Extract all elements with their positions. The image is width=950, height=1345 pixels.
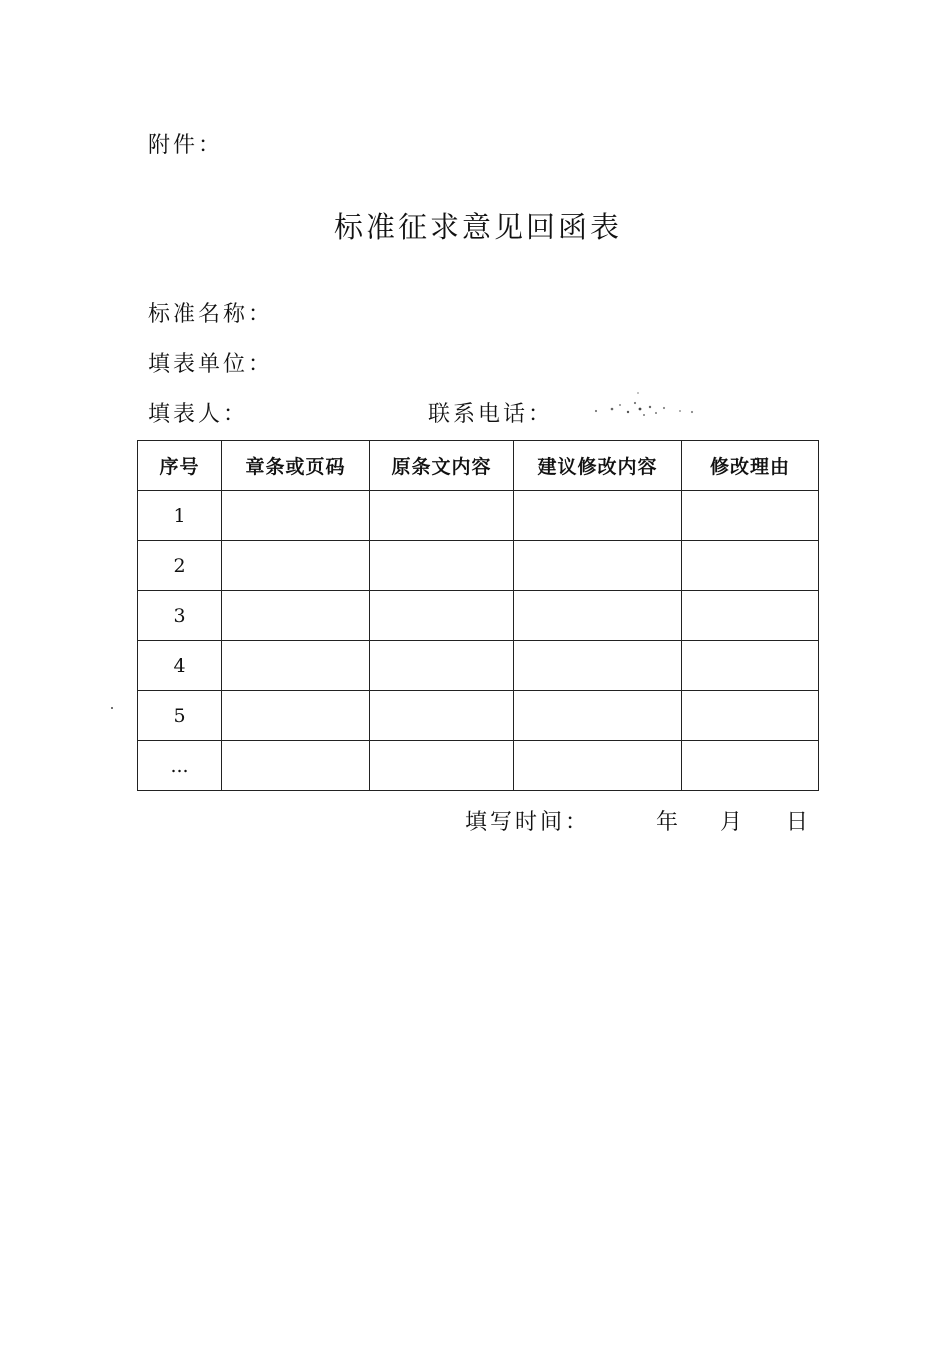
suggestion-cell[interactable]: [514, 691, 682, 741]
row-index: 4: [138, 641, 222, 691]
date-day-label: 日: [786, 810, 809, 835]
original-cell[interactable]: [370, 691, 514, 741]
suggestion-cell[interactable]: [514, 641, 682, 691]
header-clause-page: 章条或页码: [222, 441, 370, 491]
suggestion-cell[interactable]: [514, 591, 682, 641]
suggestion-cell[interactable]: [514, 741, 682, 791]
table-row: [138, 491, 819, 541]
date-month-label: 月: [720, 810, 743, 835]
suggestion-cell[interactable]: [514, 491, 682, 541]
table-row: [138, 691, 819, 741]
header-suggested-change: 建议修改内容: [514, 441, 682, 491]
reason-cell[interactable]: [682, 491, 819, 541]
standard-name-label: 标准名称：: [148, 302, 274, 327]
clause-cell[interactable]: [222, 641, 370, 691]
original-cell[interactable]: [370, 491, 514, 541]
scan-dot: [111, 707, 113, 709]
reason-cell[interactable]: [682, 691, 819, 741]
reason-cell[interactable]: [682, 541, 819, 591]
table-row: [138, 641, 819, 691]
suggestion-cell[interactable]: [514, 541, 682, 591]
row-index: 1: [138, 491, 222, 541]
table-row: [138, 541, 819, 591]
clause-cell[interactable]: [222, 541, 370, 591]
reason-cell[interactable]: [682, 641, 819, 691]
row-index: 2: [138, 541, 222, 591]
table-row: [138, 741, 819, 791]
header-reason: 修改理由: [682, 441, 819, 491]
row-index: 5: [138, 691, 222, 741]
date-year-label: 年: [656, 810, 679, 835]
filling-unit-label: 填表单位：: [148, 352, 274, 377]
filler-label: 填表人：: [148, 402, 249, 427]
original-cell[interactable]: [370, 541, 514, 591]
table-row: [138, 591, 819, 641]
reason-cell[interactable]: [682, 741, 819, 791]
original-cell[interactable]: [370, 741, 514, 791]
original-cell[interactable]: [370, 591, 514, 641]
table-header-row: [138, 441, 819, 491]
phone-label: 联系电话：: [428, 402, 554, 427]
clause-cell[interactable]: [222, 591, 370, 641]
clause-cell[interactable]: [222, 741, 370, 791]
row-index: ...: [138, 741, 222, 791]
header-original-text: 原条文内容: [370, 441, 514, 491]
page-title: 标准征求意见回函表: [333, 210, 622, 244]
opinion-table: [137, 440, 819, 791]
clause-cell[interactable]: [222, 491, 370, 541]
header-index: 序号: [138, 441, 222, 491]
fill-time-label: 填写时间：: [465, 810, 591, 835]
attachment-label: 附件：: [148, 133, 224, 158]
row-index: 3: [138, 591, 222, 641]
scan-noise-speckles: [590, 385, 700, 425]
reason-cell[interactable]: [682, 591, 819, 641]
original-cell[interactable]: [370, 641, 514, 691]
clause-cell[interactable]: [222, 691, 370, 741]
